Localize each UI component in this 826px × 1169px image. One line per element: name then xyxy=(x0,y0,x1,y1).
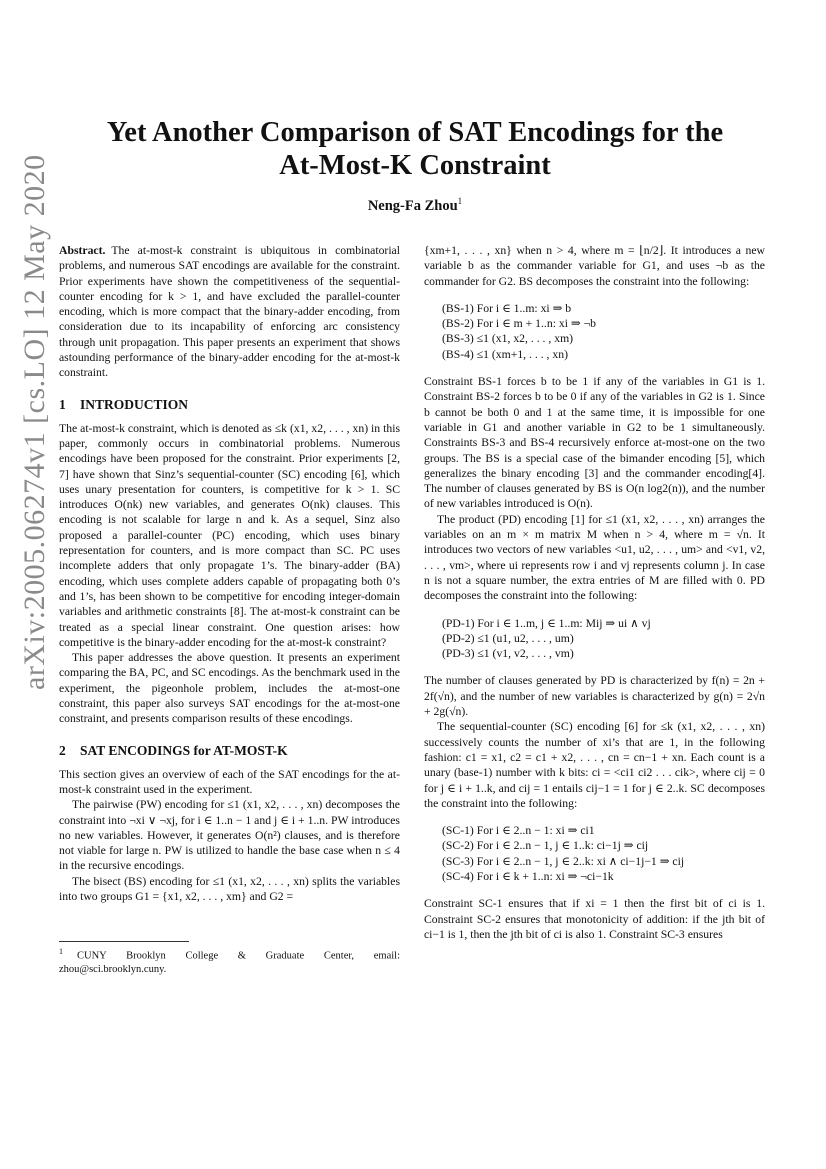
title-line-1: Yet Another Comparison of SAT Encodings for the xyxy=(106,117,724,148)
abstract-label: Abstract. xyxy=(59,244,106,257)
footnote xyxy=(59,945,400,976)
author-line xyxy=(60,196,770,215)
rule-item: (PD-2) ≤1 (u1, u2, . . . , um) xyxy=(442,631,574,645)
intro-paragraph-1: The at-most-k constraint, which is denoted as ≤k (x1, x2, . . . , xn) in this paper, commonly occurs in combinatorial problems. Numerous encodings have been proposed for the constraint. Prior experiments [2, 7] have shown that Sinz’s sequential-counter (SC) encoding [6], which uses unary presentation for counters, is competitive for k > 1. SC introduces O(nk) new variables, and generates O(nk) clauses. This encoding is not scalable for large n and k. As a sequel, Sinz also proposed a parallel-counter (PC) encoding, which uses binary representation for counters, and is more compact than SC. PC uses incomplete adders that only propagate 1’s. The binary-adder (BA) encoding, which uses complete adders capable of propagating both 0’s and 1’s, has been shown to be competitive for encoding integer-domain variables and arithmetic constraints [8]. The at-most-k constraint can be treated as a special linear constraint. One question arises: how competitive is the binary-adder encoding for the at-most-k constraint? xyxy=(59,421,400,649)
rule-item: (BS-1) For i ∈ 1..m: xi ⇒ b xyxy=(442,301,572,315)
right-column xyxy=(424,243,765,942)
rule-item: (SC-2) For i ∈ 2..n − 1, j ∈ 1..k: ci−1j ⇒ cij xyxy=(442,839,649,853)
intro-paragraph-2: This paper addresses the above question. It presents an experiment comparing the BA, PC, and SC encodings. As the benchmark used in the experiment, the pigeonhole problem, includes the at-most-one constraint, this paper also surveys SAT encodings for the at-most-one constraint, and presents comparison results of these encodings. xyxy=(59,651,400,726)
section-heading-2 xyxy=(59,743,400,759)
sequential-counter-explanation: Constraint SC-1 ensures that if xi = 1 then the first bit of ci is 1. Constraint SC-2 ensures that monotonicity of addition: if the jth bit of ci−1 is 1, then the jth bit of ci is also 1. Constraint SC-3 ensures xyxy=(424,897,765,941)
abstract xyxy=(59,243,400,381)
rule-item: (PD-1) For i ∈ 1..m, j ∈ 1..m: Mij ⇒ ui ∧ vj xyxy=(442,616,651,630)
arxiv-stamp: arXiv:2005.06274v1 [cs.LO] 12 May 2020 xyxy=(18,154,51,690)
sec2-paragraph-1: This section gives an overview of each of the SAT encodings for the at-most-k constraint used in the experiment. xyxy=(59,767,400,796)
rule-item: (BS-2) For i ∈ m + 1..n: xi ⇒ ¬b xyxy=(442,317,597,331)
abstract-text: The at-most-k constraint is ubiquitous in combinatorial problems, and numerous SAT encodings are available for the constraint. Prior experiments have shown the competitiveness of the sequential-counter encoding for k > 1, and have excluded the parallel-counter encoding, which is more compact that the binary-adder encoding, from consideration due to its incapability of enforcing arc consistency through unit propagation. This paper presents an experiment that shows astounding performance of the binary-adder encoding for the at-most-k constraint. xyxy=(59,244,400,380)
section-title: SAT ENCODINGS for AT-MOST-K xyxy=(80,742,288,758)
footnote-rule xyxy=(59,941,189,942)
footnote-mark: 1 xyxy=(59,947,63,956)
section-heading-1 xyxy=(59,397,400,413)
author-footnote-mark: 1 xyxy=(457,196,463,206)
title-line-2: At-Most-K Constraint xyxy=(279,150,551,181)
bisect-paragraph-cont: {xm+1, . . . , xn} when n > 4, where m = ⌊n/2⌋. It introduces a new variable b as the commander variable for G1, and uses ¬b as the commander for G2. BS decomposes the constraint into the following: xyxy=(424,244,765,288)
bisect-paragraph-start: The bisect (BS) encoding for ≤1 (x1, x2, . . . , xn) splits the variables into two groups G1 = {x1, x2, . . . , xm} and G2 = xyxy=(59,874,400,903)
left-column xyxy=(59,243,400,904)
author-name: Neng-Fa Zhou xyxy=(367,197,458,214)
bs-rules-list xyxy=(442,301,765,362)
pd-rules-list xyxy=(442,616,765,662)
bisect-explanation: Constraint BS-1 forces b to be 1 if any of the variables in G1 is 1. Constraint BS-2 forces b to be 0 if any of the variables in G2 is 1. Since b cannot be both 0 and 1 at the same time, it is impossible for one variable in G1 and another variable in G2 to be 1 simultaneously. Constraints BS-3 and BS-4 recursively enforce at-most-one on the two groups. The BS is a special case of the bimander encoding [5], which generalizes the binary encoding [3] and the commander encoding[4]. The number of clauses generated by BS is O(n log2(n)), and the number of new variables introduced is O(n). xyxy=(424,375,765,511)
rule-item: (SC-1) For i ∈ 2..n − 1: xi ⇒ ci1 xyxy=(442,824,595,838)
sc-rules-list xyxy=(442,823,765,884)
paper-title xyxy=(60,116,770,182)
section-number: 1 xyxy=(59,396,66,412)
rule-item: (BS-4) ≤1 (xm+1, . . . , xn) xyxy=(442,347,568,361)
product-explanation: The number of clauses generated by PD is characterized by f(n) = 2n + 2f(√n), and the number of new variables is characterized by g(n) = 2√n + 2g(√n). xyxy=(424,674,765,719)
sequential-counter-paragraph: The sequential-counter (SC) encoding [6] for ≤k (x1, x2, . . . , xn) successively counts the number of xi’s that are 1, in the following fashion: c1 = x1, c2 = c1 + x2, . . . , cn = cn−1 + xn. Each count is a unary (base-1) number with k bits: ci = <ci1 ci2 . . . cik>, where cij = 0 for j ∈ i + 1..k, and cij = 1 entails cij−1 = 1 for j ∈ 2..k. SC decomposes the constraint into the following: xyxy=(424,720,765,810)
rule-item: (BS-3) ≤1 (x1, x2, . . . , xm) xyxy=(442,332,574,346)
rule-item: (PD-3) ≤1 (v1, v2, . . . , vm) xyxy=(442,647,574,661)
rule-item: (SC-4) For i ∈ k + 1..n: xi ⇒ ¬ci−1k xyxy=(442,869,614,883)
footnote-text: CUNY Brooklyn College & Graduate Center, email: zhou@sci.brooklyn.cuny. xyxy=(59,950,400,975)
section-number: 2 xyxy=(59,742,66,758)
rule-item: (SC-3) For i ∈ 2..n − 1, j ∈ 2..k: xi ∧ ci−1j−1 ⇒ cij xyxy=(442,854,685,868)
pairwise-paragraph: The pairwise (PW) encoding for ≤1 (x1, x2, . . . , xn) decomposes the constraint into ¬xi ∨ ¬xj, for i ∈ 1..n − 1 and j ∈ i + 1..n. PW introduces no new variables. However, it generates O(n²) clauses, and is therefore not viable for large n. PW is utilized to handle the base case when n ≤ 4 in the recursive encodings. xyxy=(59,798,400,873)
section-title: INTRODUCTION xyxy=(80,396,189,412)
product-paragraph: The product (PD) encoding [1] for ≤1 (x1, x2, . . . , xn) arranges the variables on an m × m matrix M when n > 4, where m = √n. It introduces two vectors of new variables <u1, u2, . . . , um> and <v1, v2, . . . , vm>, where ui represents row i and vj represents column j. In case n is not a square number, the extra entries of M are filled with 0. PD decomposes the constraint into the following: xyxy=(424,512,765,603)
